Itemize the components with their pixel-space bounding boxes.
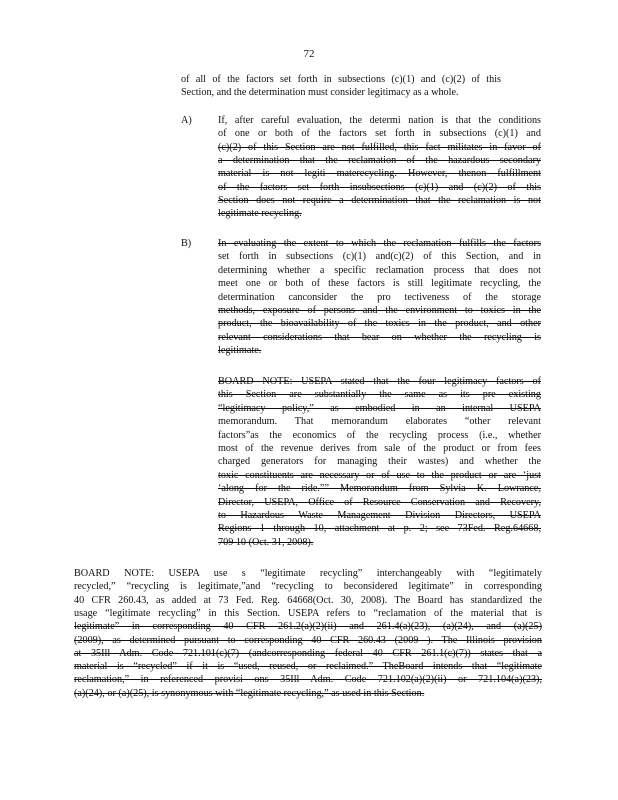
item-a-label: A): [181, 115, 192, 126]
itemA-line: material is not legiti materecycling. However, thenon fulfillment: [218, 168, 541, 180]
noteB-line: Regions 1 through 10, attachment at p. 2; see 73Fed. Reg.64668,: [218, 523, 541, 535]
itemB-line: legitimate.: [218, 345, 262, 357]
noteB-line: toxic constituents are necessary or of use to the product or are ‘just: [218, 469, 541, 481]
itemB-line: In evaluating the extent to which the reclamation fulfills the factors: [218, 238, 541, 249]
itemA-line: Section does not require a determination that the reclamation is not: [218, 194, 541, 206]
noteB-line: 709 10 (Oct. 31, 2008).: [218, 536, 314, 548]
noteB-line: memorandum. That memorandum elaborates “other relevant: [218, 416, 541, 428]
itemB-line: relevant considerations that bear on whether the recycling is: [218, 331, 541, 343]
itemA-line: a determination that the reclamation of the hazardous secondary: [218, 154, 541, 166]
noteB-line: to Hazardous Waste Management Division Directors, USEPA: [218, 510, 541, 521]
intro-line: of all of the factors set forth in subsections (c)(1) and (c)(2) of this: [181, 74, 501, 85]
itemA-line: legitimate recycling.: [218, 208, 302, 220]
itemA-line: of the factors set forth insubsections (c)(1) and (c)(2) of this: [218, 181, 541, 193]
boardNote-line: legitimate” in corresponding 40 CFR 261.2(a)(2)(ii) and 261.4(a)(23), (a)(24), and (a)(25): [74, 621, 542, 633]
boardNote-line: material is “recycled” if it is “used, reused, or reclaimed.” TheBoard intends that “legitimate: [74, 661, 542, 673]
boardNote-line: at 35Ill Adm. Code 721.101(c)(7) (andcorresponding federal 40 CFR 261.1(c)(7)) states that a: [74, 647, 542, 659]
boardNote-line: usage “legitimate recycling” in this Section. USEPA refers to “reclamation of the material that is: [74, 607, 542, 619]
page-number: 72: [303, 48, 315, 60]
itemB-line: methods, exposure of persons and the environment to toxics in the: [218, 305, 541, 316]
noteB-line: ‘along for the ride.”” Memorandum from Sylvia K. Lowrance,: [218, 483, 541, 495]
noteB-line: “legitimacy policy,” as embodied in an internal USEPA: [218, 402, 541, 414]
noteB-line: charged generators for managing their wastes) and whether the: [218, 456, 541, 468]
boardNote-line: recycled,” “recycling is legitimate,”and “recycling to beconsidered legitimate” in corresponding: [74, 581, 542, 593]
noteB-line: Director, USEPA, Office of Resource Conservation and Recovery,: [218, 496, 541, 508]
item-b-label: B): [181, 238, 192, 249]
itemA-line: If, after careful evaluation, the determi nation is that the conditions: [218, 115, 541, 126]
itemA-line: of one or both of the factors set forth in subsections (c)(1) and: [218, 128, 541, 140]
itemA-line: (c)(2) of this Section are not fulfilled, this fact militates in favor of: [218, 141, 541, 153]
itemB-line: product, the bioavailability of the toxics in the product, and other: [218, 318, 541, 330]
boardNote-line: (2009), as determined pursuant to corresponding 40 CFR 260.43 (2009 ). The Illinois provision: [74, 634, 542, 646]
noteB-line: factors”as the economics of the recycling process (i.e., whether: [218, 429, 541, 441]
itemB-line: set forth in subsections (c)(1) and(c)(2) of this Section, and in: [218, 251, 541, 263]
noteB-line: most of the revenue derives from sale of the product or from fees: [218, 443, 541, 454]
boardNote-line: BOARD NOTE: USEPA use s “legitimate recycling” interchangeably with “legitimately: [74, 568, 542, 579]
itemB-line: determining whether a specific reclamation process that does not: [218, 264, 541, 276]
itemB-line: determination canconsider the pro tectiveness of the storage: [218, 291, 541, 303]
itemB-line: meet one or both of these factors is still legitimate recycling, the: [218, 278, 541, 290]
boardNote-line: 40 CFR 260.43, as added at 73 Fed. Reg. 64668(Oct. 30, 2008). The Board has standardized the: [74, 594, 542, 606]
boardNote-line: reclamation,” in referenced provisi ons 35Ill Adm. Code 721.102(a)(2)(ii) or 721.104(a)(23),: [74, 674, 542, 686]
intro-line: Section, and the determination must consider legitimacy as a whole.: [181, 87, 459, 98]
noteB-line: this Section are substantially the same as its pre existing: [218, 389, 541, 401]
noteB-line: BOARD NOTE: USEPA stated that the four legitimacy factors of: [218, 376, 541, 387]
boardNote-line: (a)(24), or (a)(25), is synonymous with “legitimate recycling,” as used in this Section.: [74, 687, 425, 699]
